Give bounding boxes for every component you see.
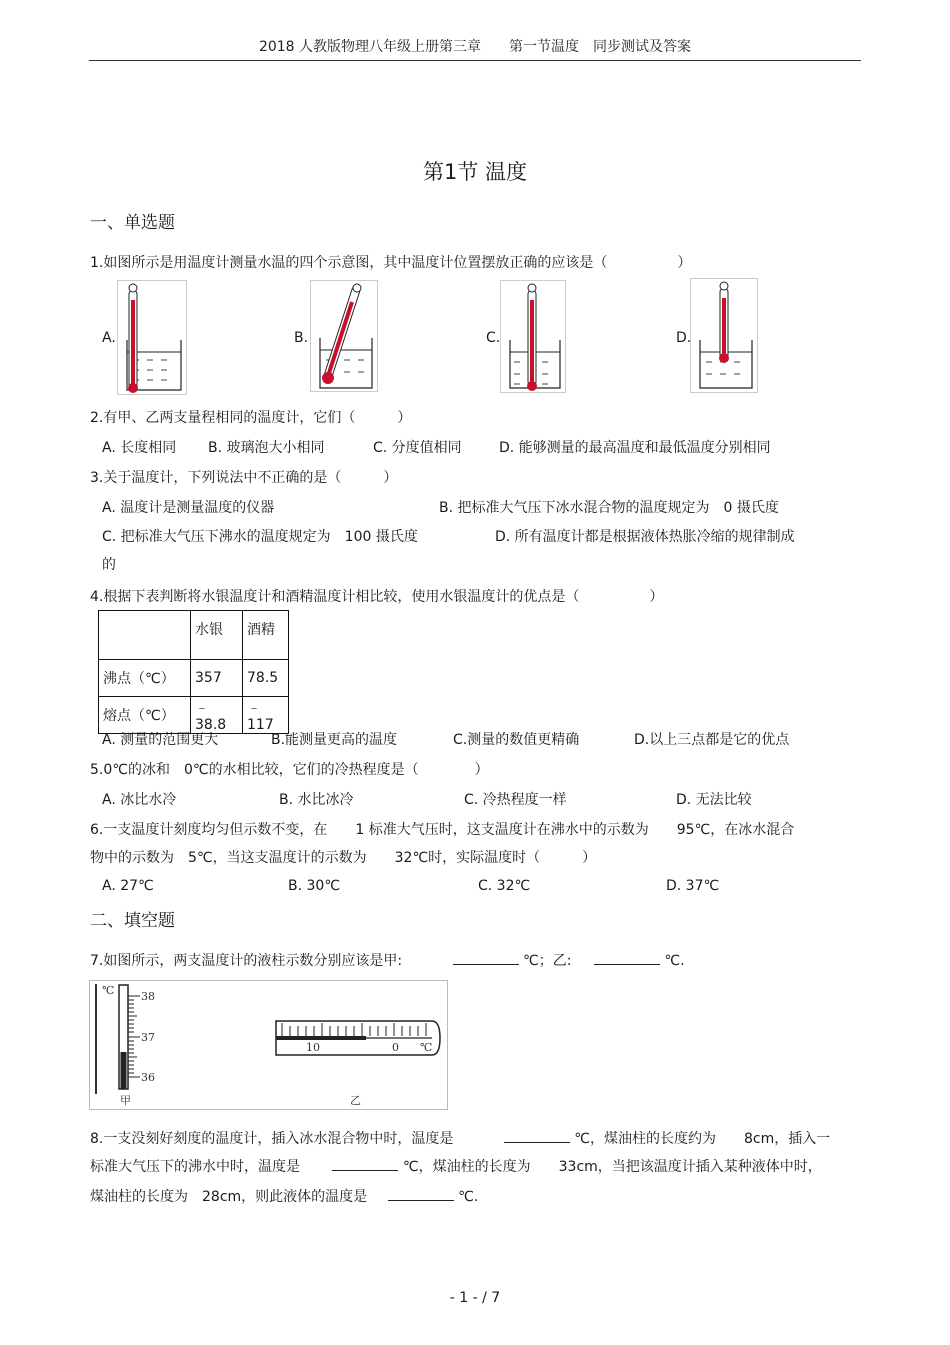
page-number: - 1 - / 7 — [449, 1290, 501, 1306]
fig-a-tick-37: 37 — [141, 1031, 155, 1044]
q7-figure-a-thermometer — [92, 982, 167, 1108]
q1-figure-c — [500, 280, 566, 393]
q5-option-a: A. 冰比水冷 — [102, 792, 177, 808]
q7-mid: ℃；乙: — [522, 953, 572, 969]
q4-comparison-table — [98, 610, 289, 734]
table-cell: 78.5 — [243, 660, 289, 697]
q3-option-c: C. 把标准大气压下沸水的温度规定为 100 摄氏度 — [102, 529, 418, 545]
q7-prefix: 7.如图所示，两支温度计的液柱示数分别应该是甲: — [90, 953, 403, 969]
q8-answer-blank-2[interactable] — [332, 1156, 398, 1171]
q5-option-d: D. 无法比较 — [676, 792, 752, 808]
q1-figure-a — [117, 280, 187, 395]
question-6-line-1: 6.一支温度计刻度均匀但示数不变，在 1 标准大气压时，这支温度计在沸水中的示数为 95℃，在冰水混合 — [90, 822, 795, 838]
q5-option-b: B. 水比冰冷 — [279, 792, 354, 808]
q8-text: 8.一支没刻好刻度的温度计，插入冰水混合物中时，温度是 — [90, 1131, 454, 1147]
q3-option-d: D. 所有温度计都是根据液体热胀冷缩的规律制成 — [495, 529, 795, 545]
fig-a-label: 甲 — [120, 1094, 131, 1107]
question-2: 2.有甲、乙两支量程相同的温度计，它们（ ） — [90, 410, 412, 426]
q2-option-a: A. 长度相同 — [102, 440, 177, 456]
question-8-line-1 — [90, 1128, 830, 1148]
q6-option-d: D. 37℃ — [666, 878, 720, 894]
q6-option-c: C. 32℃ — [478, 878, 531, 894]
table-header-mercury: 水银 — [191, 611, 243, 660]
table-cell: 357 — [191, 660, 243, 697]
header-divider — [89, 60, 861, 61]
question-6-line-2: 物中的示数为 5℃，当这支温度计的示数为 32℃时，实际温度时（ ） — [90, 850, 597, 866]
fig-b-tick-0: 0 — [392, 1041, 399, 1054]
q3-option-d-continuation: 的 — [102, 557, 116, 573]
fig-b-label: 乙 — [350, 1094, 361, 1107]
q2-option-d: D. 能够测量的最高温度和最低温度分别相同 — [499, 440, 771, 456]
q5-option-c: C. 冷热程度一样 — [464, 792, 567, 808]
question-4: 4.根据下表判断将水银温度计和酒精温度计相比较，使用水银温度计的优点是（ ） — [90, 589, 664, 605]
question-3: 3.关于温度计，下列说法中不正确的是（ ） — [90, 470, 398, 486]
q7-answer-blank-a[interactable] — [453, 950, 519, 965]
q7-figure-b-thermometer — [272, 1018, 444, 1108]
q8-answer-blank-1[interactable] — [504, 1128, 570, 1143]
q4-option-d: D.以上三点都是它的优点 — [634, 732, 790, 748]
section-heading-single-choice: 一、单选题 — [90, 213, 175, 233]
q1-figure-d — [690, 278, 758, 393]
table-cell — [99, 611, 191, 660]
page-header: 2018 人教版物理八年级上册第三章 第一节温度 同步测试及答案 — [258, 39, 692, 55]
q1-option-d-label: D. — [676, 330, 692, 346]
q4-option-c: C.测量的数值更精确 — [453, 732, 580, 748]
table-row-label-melting: 熔点（℃） — [99, 697, 191, 734]
fig-a-unit: ℃ — [102, 984, 115, 997]
q3-option-b: B. 把标准大气压下冰水混合物的温度规定为 0 摄氏度 — [439, 500, 779, 516]
q4-option-a: A. 测量的范围更大 — [102, 732, 219, 748]
question-8-line-3 — [90, 1186, 478, 1206]
table-row-label-boiling: 沸点（℃） — [99, 660, 191, 697]
q3-option-a: A. 温度计是测量温度的仪器 — [102, 500, 275, 516]
q8-text: 煤油柱的长度为 28cm，则此液体的温度是 — [90, 1189, 368, 1205]
q7-answer-blank-b[interactable] — [594, 950, 660, 965]
fig-b-tick-10: 10 — [306, 1041, 320, 1054]
question-7 — [90, 950, 685, 970]
q8-answer-blank-3[interactable] — [388, 1186, 454, 1201]
fig-a-tick-36: 36 — [141, 1071, 155, 1084]
q2-option-c: C. 分度值相同 — [373, 440, 462, 456]
q2-option-b: B. 玻璃泡大小相同 — [208, 440, 325, 456]
q1-option-c-label: C. — [486, 330, 501, 346]
q4-option-b: B.能测量更高的温度 — [271, 732, 398, 748]
question-1: 1.如图所示是用温度计测量水温的四个示意图，其中温度计位置摆放正确的应该是（ ） — [90, 255, 692, 271]
section-heading-fill-blank: 二、填空题 — [90, 911, 175, 931]
table-header-row — [99, 611, 289, 660]
table-cell: ﹣38.8 — [191, 697, 243, 734]
q8-text: ℃，煤油柱的长度约为 8cm，插入一 — [574, 1131, 831, 1147]
q8-text: ℃. — [458, 1189, 479, 1205]
table-cell: ﹣117 — [243, 697, 289, 734]
question-5: 5.0℃的冰和 0℃的水相比较，它们的冷热程度是（ ） — [90, 762, 489, 778]
table-row — [99, 660, 289, 697]
page-title: 第1节 温度 — [422, 160, 528, 184]
table-header-alcohol: 酒精 — [243, 611, 289, 660]
q8-text: ℃，煤油柱的长度为 33cm，当把该温度计插入某种液体中时， — [402, 1159, 822, 1175]
table-row — [99, 697, 289, 734]
fig-b-unit: ℃ — [420, 1041, 433, 1054]
q7-suffix: ℃. — [664, 953, 685, 969]
q6-option-b: B. 30℃ — [288, 878, 341, 894]
q8-text: 标准大气压下的沸水中时，温度是 — [90, 1159, 300, 1175]
fig-a-tick-38: 38 — [141, 990, 155, 1003]
q6-option-a: A. 27℃ — [102, 878, 154, 894]
q1-figure-b — [310, 280, 378, 392]
q1-option-a-label: A. — [102, 330, 116, 346]
question-8-line-2 — [90, 1156, 822, 1176]
q1-option-b-label: B. — [294, 330, 309, 346]
